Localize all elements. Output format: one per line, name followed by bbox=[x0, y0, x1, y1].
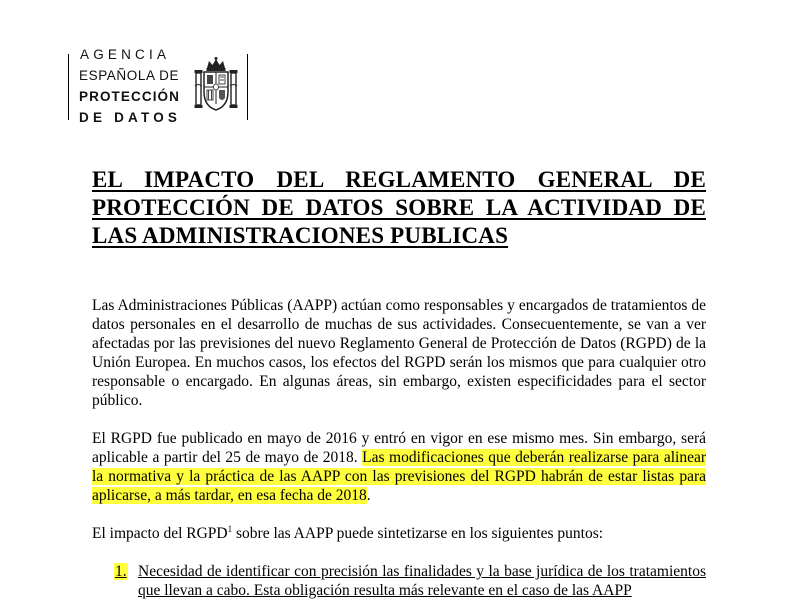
paragraph-intro: Las Administraciones Públicas (AAPP) actúan como responsables y encargados de tratamientos de datos personales en el desarrollo de muchas de sus actividades. Consecuentemente, se van a ver afectadas por las previsiones del nuevo Reglamento General de Protección de Datos (RGPD) de la Unión Europea. En muchos casos, los efectos del RGPD serán los mismos que para cualquier otro responsable o encargado. En algunas áreas, sin embargo, existen especificidades para el sector público. bbox=[92, 297, 706, 409]
document-title: EL IMPACTO DEL REGLAMENTO GENERAL DE PROTECCIÓN DE DATOS SOBRE LA ACTIVIDAD DE LAS ADMINISTRACIONES PUBLICAS bbox=[92, 167, 706, 248]
agency-logo bbox=[68, 44, 248, 128]
highlighted-text: Las modificaciones que deberán realizarse para alinear la normativa y la práctica de las AAPP con las previsiones del RGPD habrán de estar listas para aplicarse, a más tardar, en esa fecha de 2018 bbox=[92, 449, 707, 504]
agency-name bbox=[79, 44, 181, 128]
impact-points-list bbox=[114, 562, 706, 600]
logo-divider-left bbox=[68, 54, 69, 120]
list-item-text: Necesidad de identificar con precisión las finalidades y la base jurídica de los tratamientos que llevan a cabo. Esta obligación resulta más relevante en el caso de las AAPP bbox=[138, 563, 706, 599]
paragraph-dates-end: . bbox=[366, 487, 371, 504]
list-item-number bbox=[114, 562, 138, 581]
logo-divider-right bbox=[247, 54, 248, 120]
agency-name-line-3: PROTECCIÓN bbox=[79, 89, 181, 104]
paragraph-dates bbox=[92, 429, 706, 505]
agency-name-line-1: AGENCIA bbox=[80, 47, 171, 62]
coat-of-arms-icon bbox=[193, 56, 239, 114]
agency-name-line-2: ESPAÑOLA DE bbox=[79, 68, 180, 83]
document-body bbox=[92, 296, 706, 600]
agency-name-line-4: DE DATOS bbox=[79, 110, 182, 125]
paragraph-impact-text-after: sobre las AAPP puede sintetizarse en los siguientes puntos: bbox=[232, 525, 604, 542]
list-item bbox=[114, 562, 706, 600]
paragraph-impact-text-before: El impacto del RGPD bbox=[92, 525, 228, 542]
footnote-reference: 1 bbox=[227, 523, 233, 534]
list-item-number-highlight: 1. bbox=[115, 563, 127, 580]
paragraph-impact bbox=[92, 524, 706, 543]
paragraph-dates-text: El RGPD fue publicado en mayo de 2016 y entró en vigor en ese mismo mes. Sin embargo, será aplicable a partir del 25 de mayo de 2018. bbox=[92, 430, 706, 466]
